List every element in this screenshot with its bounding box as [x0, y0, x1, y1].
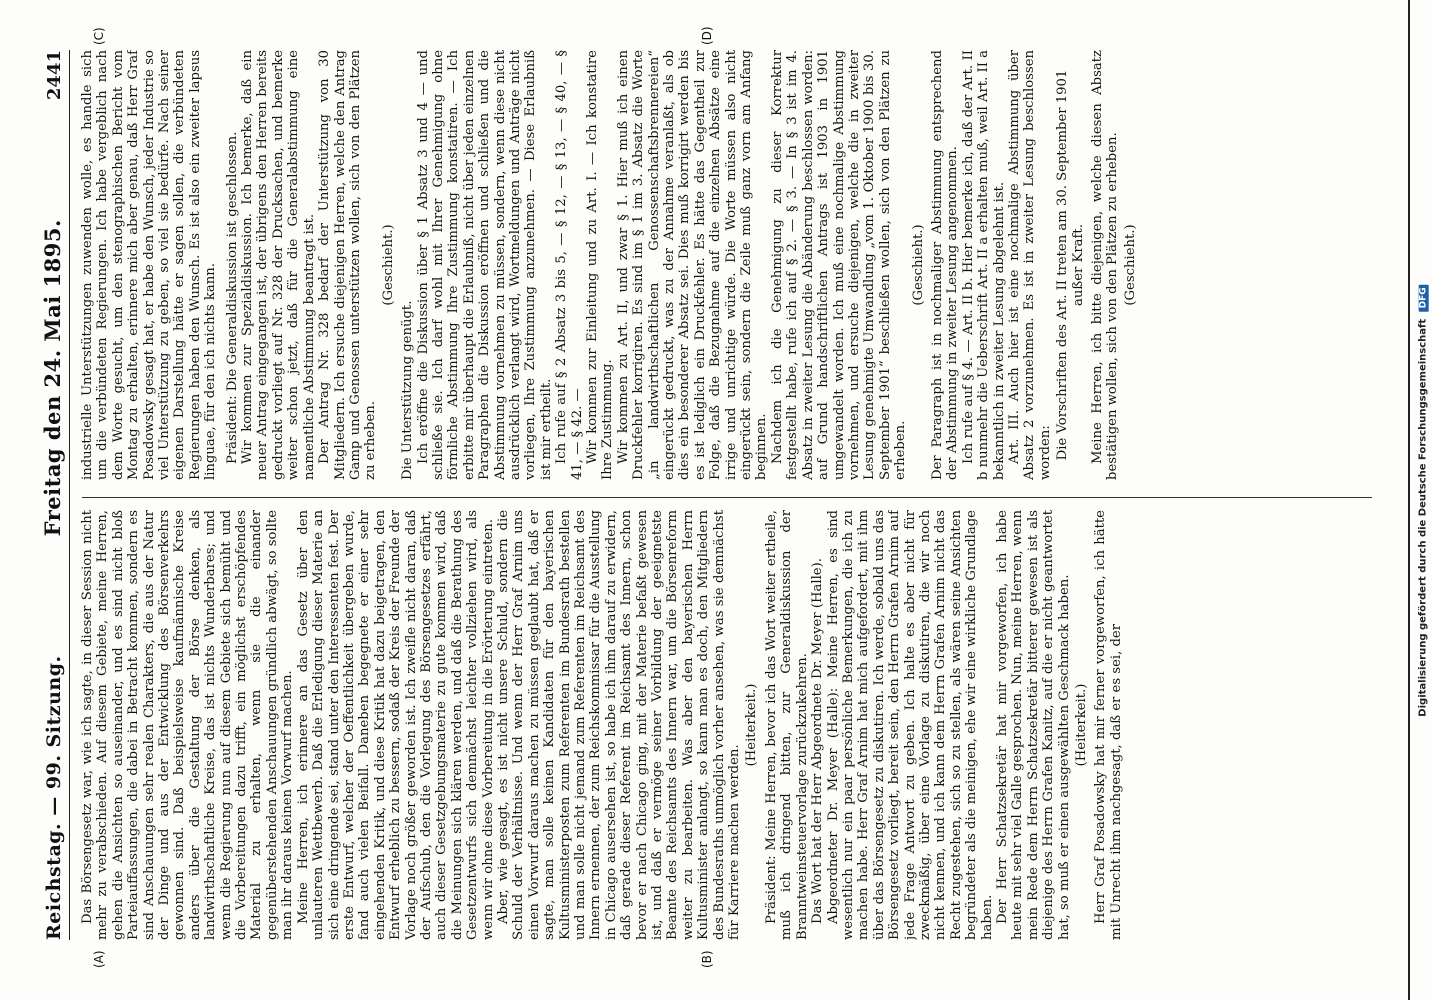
page-header: [30, 50, 70, 940]
footer-credit-text: Digitalisierung gefördert durch die Deutsche Forschungsgemeinschaft: [1417, 318, 1429, 717]
right-text-column: [80, 50, 1380, 480]
paragraph: Aber, wie gesagt, es ist nicht unsere Schuld, sondern die Schuld der Verhältnisse. Und wenn der Herr Graf Arnim uns einen Vorwurf daraus machen zu müssen geglaubt hat, daß er sagte, man solle keinen Kandidaten für den bayerischen Kultusministerposten zum Referenten im Bundesrath bestellen und man solle nicht jemand zum Referenten im Reichsamt des Innern ernennen, der zum Reichskommissar für die Ausstellung in Chicago ausersehen ist, so habe ich ihm darauf zu erwidern, daß gerade dieser Referent im Reichsamt des Innern, schon bevor er nach Chicago ging, mit der Materie befaßt gewesen ist, und daß er vermöge seiner Vorbildung der geeignetste Beamte des Reichsamts des Innern war, um die Börsenreform weiter zu bearbeiten. Was aber den bayerischen Herrn Kultusminister anlangt, so kann man es doch, den Mitgliedern des Bundesraths unmöglich vorher ansehen, was sie demnächst für Karriere machen werden.: [495, 510, 743, 940]
header-page-number: 2441: [44, 50, 65, 101]
digitization-footer: [1414, 0, 1432, 1000]
paragraph: Der Paragraph ist in nochmaliger Abstimmung entsprechend der Abstimmung in zweiter Lesung angenommen.: [929, 50, 961, 480]
paragraph: Ich eröffne die Diskussion über § 1 Absatz 3 und 4 — und schließe sie. Ich darf wohl mit Ihrer Genehmigung ohne förmliche Abstimmung Ihre Zustimmung konstatiren. — Ich erbitte mir überhaupt die Erlaubniß, nicht über jeden einzelnen Paragraphen die Diskussion eröffnen und schließen und die Abstimmung vornehmen zu müssen, sondern, wenn diese nicht ausdrücklich verlangt wird, Wortmeldungen und Anträge nicht vorliegen, Ihre Zustimmung anzunehmen. — Diese Erlaubniß ist mir ertheilt.: [415, 50, 554, 480]
margin-mark-d: (D): [700, 26, 714, 45]
margin-mark-b: (B): [700, 950, 714, 968]
stage-direction: (Heiterkeit.): [1074, 683, 1089, 767]
paragraph: Wir kommen zu Art. II, und zwar § 1. Hier muß ich einen Druckfehler korrigiren. Es sind im § 1 im 3. Absatz die Worte „in landwirthschaftlichen Genossenschaftsbrennereien“ eingerückt gedruckt, was zu der Annahme veranlaßt, als ob dies ein besonderer Absatz sei. Dies muß korrigirt werden bis es ist lediglich ein Druckfehler. Es hätte das Gegentheil zur Folge, daß die Bezugnahme auf die einzelnen Absätze eine irrige und unrichtige würde. Die Worte müssen also nicht eingerückt sein, sondern die Zeile muß ganz vorn am Anfang beginnen.: [615, 50, 770, 480]
paragraph: Das Börsengesetz war, wie ich sagte, in dieser Session nicht mehr zu verabschieden. Auf diesem Gebiete, meine Herren, gehen die Ansichten so auseinander, und es sind nicht bloß Parteiauffassungen, die dabei in Betracht kommen, sondern es sind Anschauungen sehr realen Charakters, die aus der Natur der Dinge und aus der Entwicklung des Börsenverkehrs gewonnen sind. Daß beispielsweise kaufmännische Kreise anders über die Gestaltung der Börse denken, als landwirthschaftliche Kreise, das ist nichts Wunderbares; und wenn die Regierung nun auf diesem Gebiete sich bemüht und die Vorbereitungen dazu trifft, ein möglichst erschöpfendes Material zu erhalten, wenn sie die einander gegenüberstehenden Anschauungen gründlich abwägt, so sollte man ihr daraus keinen Vorwurf machen.: [80, 510, 296, 940]
dfg-logo: DFG: [1419, 284, 1429, 311]
paragraph: Die Unterstützung genügt.: [400, 300, 416, 480]
margin-mark-a: (A): [92, 950, 106, 968]
paragraph: Der Herr Schatzsekretär hat mir vorgeworfen, ich habe heute mit sehr viel Galle gesprochen. Nun, meine Herren, wenn mein Rede dem Herrn Schatzsekretär bitterer gewesen ist als diejenige des Herrn Grafen Kanitz, auf die er nicht geantwortet hat, so muß er einen ausgewählten Geschmack haben.: [994, 510, 1072, 940]
paragraph-president: Präsident: Meine Herren, bevor ich das Wort weiter ertheile, muß ich dringend bitten, zur Generaldiskussion der Branntweinsteuervorlage zurückzukehren.: [763, 510, 810, 940]
header-session-title: Reichstag. — 99. Sitzung.: [43, 655, 65, 940]
left-text-column: [80, 510, 1380, 940]
stage-direction: (Heiterkeit.): [744, 683, 760, 767]
paragraph: industrielle Unterstützungen zuwenden wolle, es handle sich um die verbündeten Regierungen. Ich habe vergeblich nach dem Worte gesucht, um den stenographischen Bericht vom Montag zu erhalten, erinnere mich aber genau, daß Herr Graf Posadowsky gesagt hat, er habe den Wunsch, jeder Industrie so viel Unterstützung zu geben, so viel sie bedürfe. Nach seiner eigenen Darstellung hätte er sagen sollen, die verbündeten Regierungen haben den Wunsch. Es ist also ein zweiter lapsus linguae, für den ich nichts kann.: [80, 50, 219, 480]
column-divider: [82, 497, 1372, 498]
paragraph: Ich rufe auf § 2 Absatz 3 bis 5, — § 12, — § 13, — § 40, — § 41, — § 42. —: [554, 50, 585, 480]
margin-mark-c: (C): [92, 27, 106, 45]
stage-direction: (Geschieht.): [1122, 224, 1138, 306]
paragraph: Nachdem ich die Genehmigung zu dieser Korrektur festgestellt habe, rufe ich auf § 2. — § 3. — In § 3 ist im 4. Absatz in zweiter Lesung die Abänderung beschlossen worden: auf Grund handschriftlichen Antrags ist 1903 in 1901 umgewandelt worden. Ich muß eine nochmalige Abstimmung vornehmen, und ersuche diejenigen, welche die in zweiter Lesung genehmigte Umwandlung „vom 1. Oktober 1900 bis 30. September 1901“ beschließen wollen, sich von den Plätzen zu erheben.: [769, 50, 909, 480]
paragraph: Meine Herren, ich bitte diejenigen, welche diesen Absatz bestätigen wollen, sich von den Plätzen zu erheben.: [1090, 50, 1121, 480]
paragraph: Meine Herren, ich erinnere an das Gesetz über den unlauteren Wettbewerb. Daß die Erledigung dieser Materie an sich eine dringende sei, stand unter den Interessenten fest. Der erste Entwurf, welcher der Oeffentlichkeit übergeben wurde, fand auch vielen Beifall. Daneben begegnete er einer sehr eingehenden Kritik, und diese Kritik hat dazu beigetragen, den Entwurf erheblich zu bessern, sodaß der Kreis der Freunde der Vorlage noch größer geworden ist. Ich zweifle nicht daran, daß der Aufschub, den die Vorlegung des Börsengesetzes erfährt, auch dieser Gesetzgebungsmaterie zu gute kommen wird, daß die Meinungen sich klären werden, und daß die Berathung des Gesetzentwurfs sich demnächst leichter vollziehen wird, als wenn wir ohne diese Vorbereitung in die Erörterung eintreten.: [295, 510, 496, 940]
stage-direction: (Geschieht.): [910, 224, 926, 306]
paragraph: Ich rufe auf § 4. — Art. II b. Hier bemerke ich, daß der Art. II b nunmehr die Ueberschrift Art. II a erhalten muß, weil Art. II a bekanntlich in zweiter Lesung abgelehnt ist.: [960, 50, 1007, 480]
page-edge-line: [1408, 0, 1410, 1000]
header-date: Freitag den 24. Mai 1895.: [40, 219, 65, 537]
paragraph-president: Präsident: Die Generaldiskussion ist geschlossen.: [224, 131, 240, 464]
stage-direction: (Geschieht.): [380, 224, 396, 306]
paragraph: Herr Graf Posadowsky hat mir ferner vorgeworfen, ich hätte mit Unrecht ihm nachgesagt, daß er es sei, der: [1093, 510, 1124, 940]
paragraph-speaker: Abgeordneter Dr. Meyer (Halle): Meine Herren, es sind wesentlich nur ein paar persönliche Bemerkungen, die ich zu machen habe. Herr Graf Arnim hat mich aufgefordert, mit ihm über das Börsengesetz zu diskutiren. Ich werde, sobald uns das Börsengesetz vorliegt, bereit sein, den Herrn Grafen Arnim auf jede Frage Antwort zu geben. Ich halte es aber nicht für zweckmäßig, über eine Vorlage zu diskutiren, die wir noch nicht kennen, und ich kann dem Herrn Grafen Arnim nicht das Recht zugestehen, sich so zu stellen, als wären seine Ansichten begründeter als die meinigen, ehe wir eine wirkliche Grundlage haben.: [825, 510, 995, 940]
quoted-provision: Die Vorschriften des Art. II treten am 30. September 1901 außer Kraft.: [1055, 69, 1086, 461]
paragraph: Das Wort hat der Herr Abgeordnete Dr. Meyer (Halle).: [810, 558, 826, 924]
paragraph: Wir kommen zur Einleitung und zu Art. I. — Ich konstatire Ihre Zustimmung.: [585, 50, 616, 480]
paragraph: Wir kommen zur Spezialdiskussion. Ich bemerke, daß ein neuer Antrag eingegangen ist, der übrigens den Herren bereits gedruckt vorliegt auf Nr. 328 der Drucksachen, und bemerke weiter schon jetzt, daß für die Generalabstimmung eine namentliche Abstimmung beantragt ist.: [240, 50, 317, 480]
paragraph: Art. III. Auch hier ist eine nochmalige Abstimmung über Absatz 2 vorzunehmen. Es ist in zweiter Lesung beschlossen worden:: [1006, 50, 1053, 480]
paragraph: Der Antrag Nr. 328 bedarf der Unterstützung von 30 Mitgliedern. Ich ersuche diejenigen Herren, welche den Antrag Gamp und Genossen unterstützen wollen, sich von den Plätzen zu erheben.: [317, 50, 379, 480]
